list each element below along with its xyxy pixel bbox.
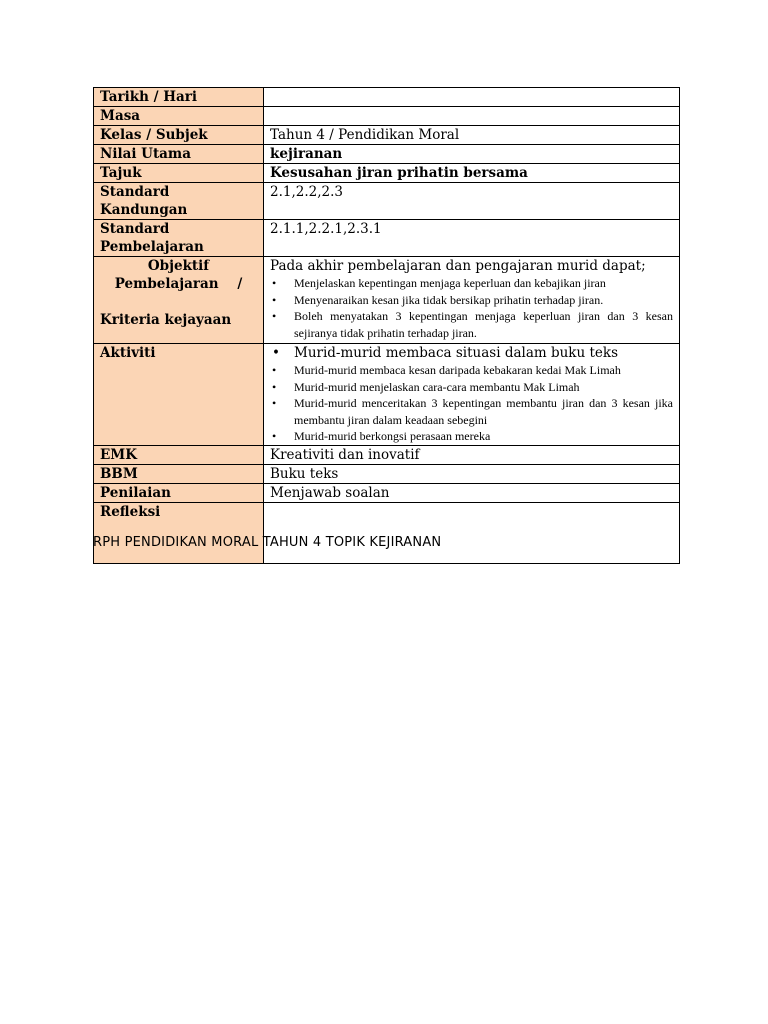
list-item: • Menyenaraikan kesan jika tidak bersikap prihatin terhadap jiran. — [270, 292, 673, 309]
label-tarikh: Tarikh / Hari — [94, 88, 264, 107]
list-item: • Murid-murid menceritakan 3 kepentingan membantu jiran dan 3 kesan jika membantu jiran dalam keadaan sebegini — [270, 395, 673, 428]
value-tarikh — [264, 88, 680, 107]
label-standard-pembelajaran: Standard Pembelajaran — [94, 220, 264, 257]
aktiviti-list — [270, 344, 673, 445]
row-penilaian — [94, 483, 680, 502]
rph-table — [93, 87, 680, 564]
list-item: • Boleh menyatakan 3 kepentingan menjaga keperluan jiran dan 3 kesan sejiranya tidak prihatin terhadap jiran. — [270, 308, 673, 341]
label-aktiviti: Aktiviti — [94, 344, 264, 446]
list-item: • Murid-murid berkongsi perasaan mereka — [270, 428, 673, 445]
list-item: • Murid-murid membaca kesan daripada kebakaran kedai Mak Limah — [270, 362, 673, 379]
row-objektif — [94, 257, 680, 344]
value-aktiviti — [264, 344, 680, 446]
value-masa — [264, 107, 680, 126]
value-refleksi — [264, 502, 680, 563]
value-nilai: kejiranan — [264, 145, 680, 164]
value-tajuk: Kesusahan jiran prihatin bersama — [264, 164, 680, 183]
row-emk — [94, 445, 680, 464]
value-emk: Kreativiti dan inovatif — [264, 445, 680, 464]
label-standard-kandungan: Standard Kandungan — [94, 183, 264, 220]
row-nilai — [94, 145, 680, 164]
row-tarikh — [94, 88, 680, 107]
row-standard-kandungan — [94, 183, 680, 220]
objektif-list — [270, 275, 673, 341]
label-masa: Masa — [94, 107, 264, 126]
value-standard-kandungan: 2.1,2.2,2.3 — [264, 183, 680, 220]
row-kelas — [94, 126, 680, 145]
row-bbm — [94, 464, 680, 483]
row-standard-pembelajaran — [94, 220, 680, 257]
value-standard-pembelajaran: 2.1.1,2.2.1,2.3.1 — [264, 220, 680, 257]
list-item: • Menjelaskan kepentingan menjaga keperluan dan kebajikan jiran — [270, 275, 673, 292]
document-caption: RPH PENDIDIKAN MORAL TAHUN 4 TOPIK KEJIRANAN — [93, 535, 442, 550]
objektif-intro: Pada akhir pembelajaran dan pengajaran murid dapat; — [270, 258, 646, 274]
value-objektif — [264, 257, 680, 344]
label-objektif-line3: Kriteria kejayaan — [100, 312, 232, 328]
value-kelas: Tahun 4 / Pendidikan Moral — [264, 126, 680, 145]
label-penilaian: Penilaian — [94, 483, 264, 502]
value-bbm: Buku teks — [264, 464, 680, 483]
label-objektif — [94, 257, 264, 344]
label-refleksi: Refleksi — [94, 502, 264, 563]
label-kelas: Kelas / Subjek — [94, 126, 264, 145]
label-emk: EMK — [94, 445, 264, 464]
value-penilaian: Menjawab soalan — [264, 483, 680, 502]
list-item: • Murid-murid membaca situasi dalam buku teks — [270, 344, 673, 362]
row-tajuk — [94, 164, 680, 183]
row-refleksi — [94, 502, 680, 563]
row-masa — [94, 107, 680, 126]
list-item: • Murid-murid menjelaskan cara-cara membantu Mak Limah — [270, 379, 673, 396]
label-tajuk: Tajuk — [94, 164, 264, 183]
label-bbm: BBM — [94, 464, 264, 483]
label-objektif-line1: Objektif — [147, 258, 210, 274]
label-nilai: Nilai Utama — [94, 145, 264, 164]
label-objektif-line2: Pembelajaran / — [114, 276, 243, 292]
row-aktiviti — [94, 344, 680, 446]
